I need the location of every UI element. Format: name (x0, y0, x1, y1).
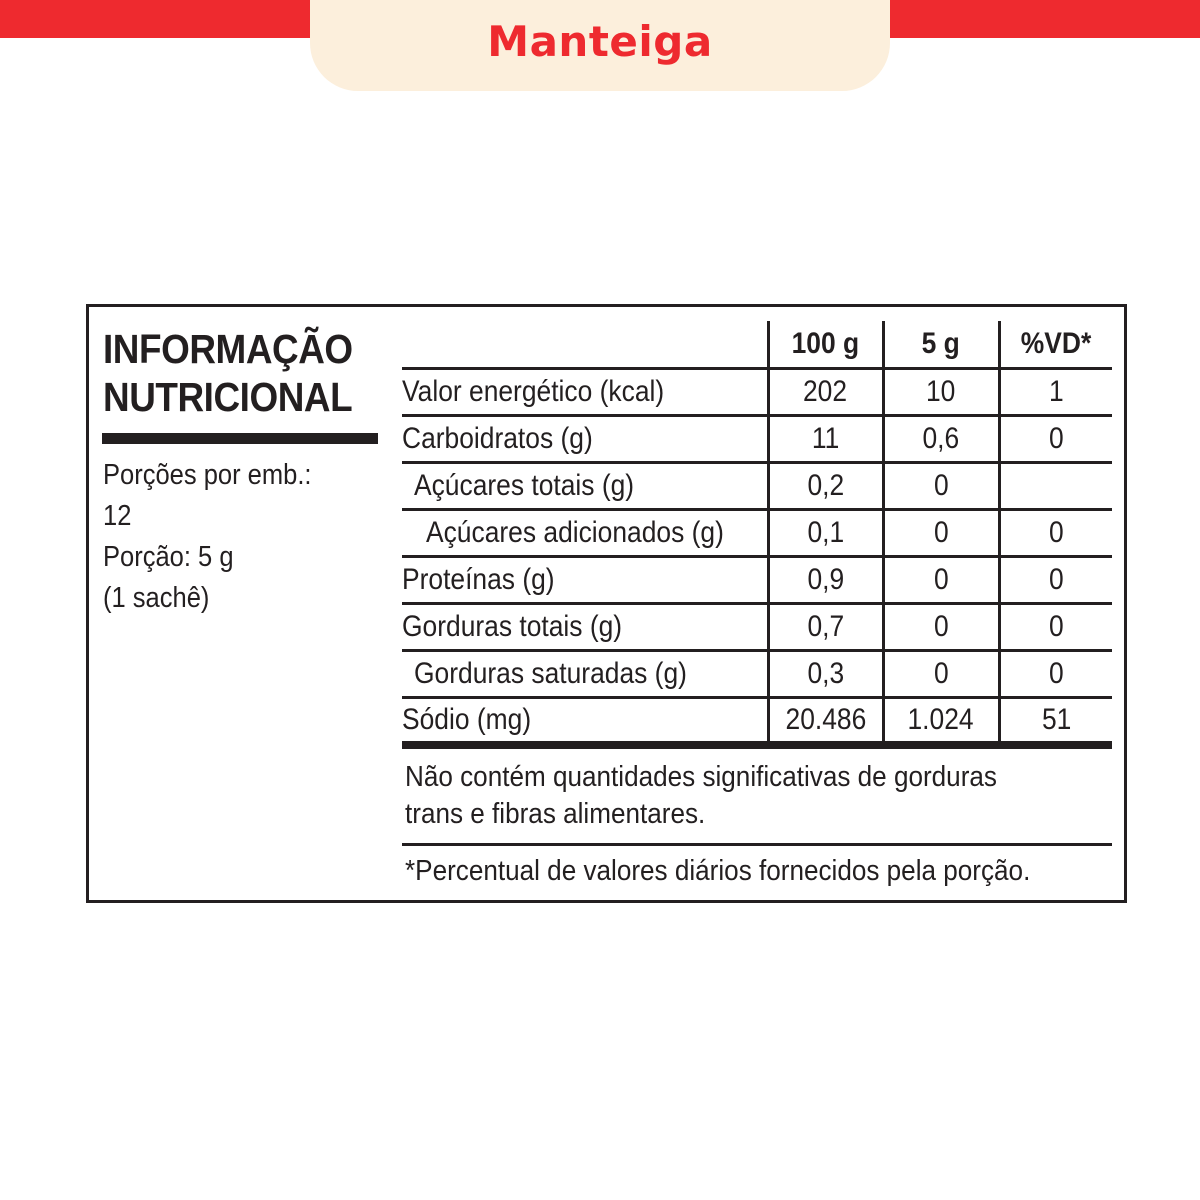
value-daily: 51 (998, 699, 1112, 741)
value-daily: 0 (998, 417, 1112, 461)
table-header-row (402, 321, 1112, 370)
value-per-100g: 20.486 (767, 699, 881, 741)
table-row (402, 605, 1112, 652)
serving-size: Porção: 5 g (103, 541, 234, 573)
table-row (402, 699, 1112, 749)
value-per-100g: 11 (767, 417, 881, 461)
table-row (402, 417, 1112, 464)
nutrient-name: Açúcares totais (g) (414, 469, 635, 502)
product-tab (310, 0, 890, 91)
value-per-100g: 0,7 (767, 605, 881, 649)
table-row (402, 370, 1112, 417)
serving-unit: (1 sachê) (103, 582, 210, 614)
nutrient-name: Carboidratos (g) (402, 422, 593, 455)
value-per-serving: 0 (882, 464, 997, 508)
note-line1: Não contém quantidades significativas de gorduras (405, 761, 997, 793)
table-row (402, 652, 1112, 699)
serving-info (103, 455, 312, 619)
value-per-serving: 0 (882, 511, 997, 555)
label-title-line2: NUTRICIONAL (103, 374, 353, 420)
header-blank (402, 321, 765, 367)
nutrient-name: Gorduras saturadas (g) (414, 657, 687, 690)
nutrient-name: Açúcares adicionados (g) (426, 516, 724, 549)
value-per-serving: 0 (882, 558, 997, 602)
table-row (402, 464, 1112, 511)
value-daily: 1 (998, 370, 1112, 414)
note-divider (402, 843, 1112, 846)
value-per-100g: 0,2 (767, 464, 881, 508)
value-per-serving: 10 (882, 370, 997, 414)
table-row (402, 558, 1112, 605)
value-daily: 0 (998, 511, 1112, 555)
value-per-100g: 0,1 (767, 511, 881, 555)
nutrition-table (402, 321, 1112, 749)
nutrient-name: Valor energético (kcal) (402, 375, 665, 408)
nutrient-name: Sódio (mg) (402, 703, 532, 736)
value-daily (998, 464, 1112, 508)
value-per-serving: 0 (882, 605, 997, 649)
header-daily-value: %VD* (998, 321, 1112, 367)
label-title-line1: INFORMAÇÃO (103, 326, 353, 372)
value-daily: 0 (998, 652, 1112, 696)
servings-per-pack-value: 12 (103, 500, 132, 532)
value-per-serving: 0,6 (882, 417, 997, 461)
value-per-serving: 1.024 (882, 699, 997, 741)
value-per-100g: 0,3 (767, 652, 881, 696)
nutrition-label (86, 304, 1127, 903)
nutrient-name: Proteínas (g) (402, 563, 555, 596)
table-row (402, 511, 1112, 558)
label-title (103, 325, 353, 421)
title-divider (102, 433, 378, 444)
value-per-serving: 0 (882, 652, 997, 696)
daily-value-footnote: *Percentual de valores diários fornecidos pela porção. (405, 855, 1031, 887)
note-line2: trans e fibras alimentares. (405, 798, 706, 830)
product-title: Manteiga (487, 17, 713, 66)
header-per-serving: 5 g (882, 321, 997, 367)
trans-fat-note (405, 759, 997, 833)
value-per-100g: 202 (767, 370, 881, 414)
value-daily: 0 (998, 605, 1112, 649)
value-per-100g: 0,9 (767, 558, 881, 602)
value-daily: 0 (998, 558, 1112, 602)
servings-per-pack-label: Porções por emb.: (103, 459, 312, 491)
header-per-100g: 100 g (767, 321, 881, 367)
nutrient-name: Gorduras totais (g) (402, 610, 623, 643)
